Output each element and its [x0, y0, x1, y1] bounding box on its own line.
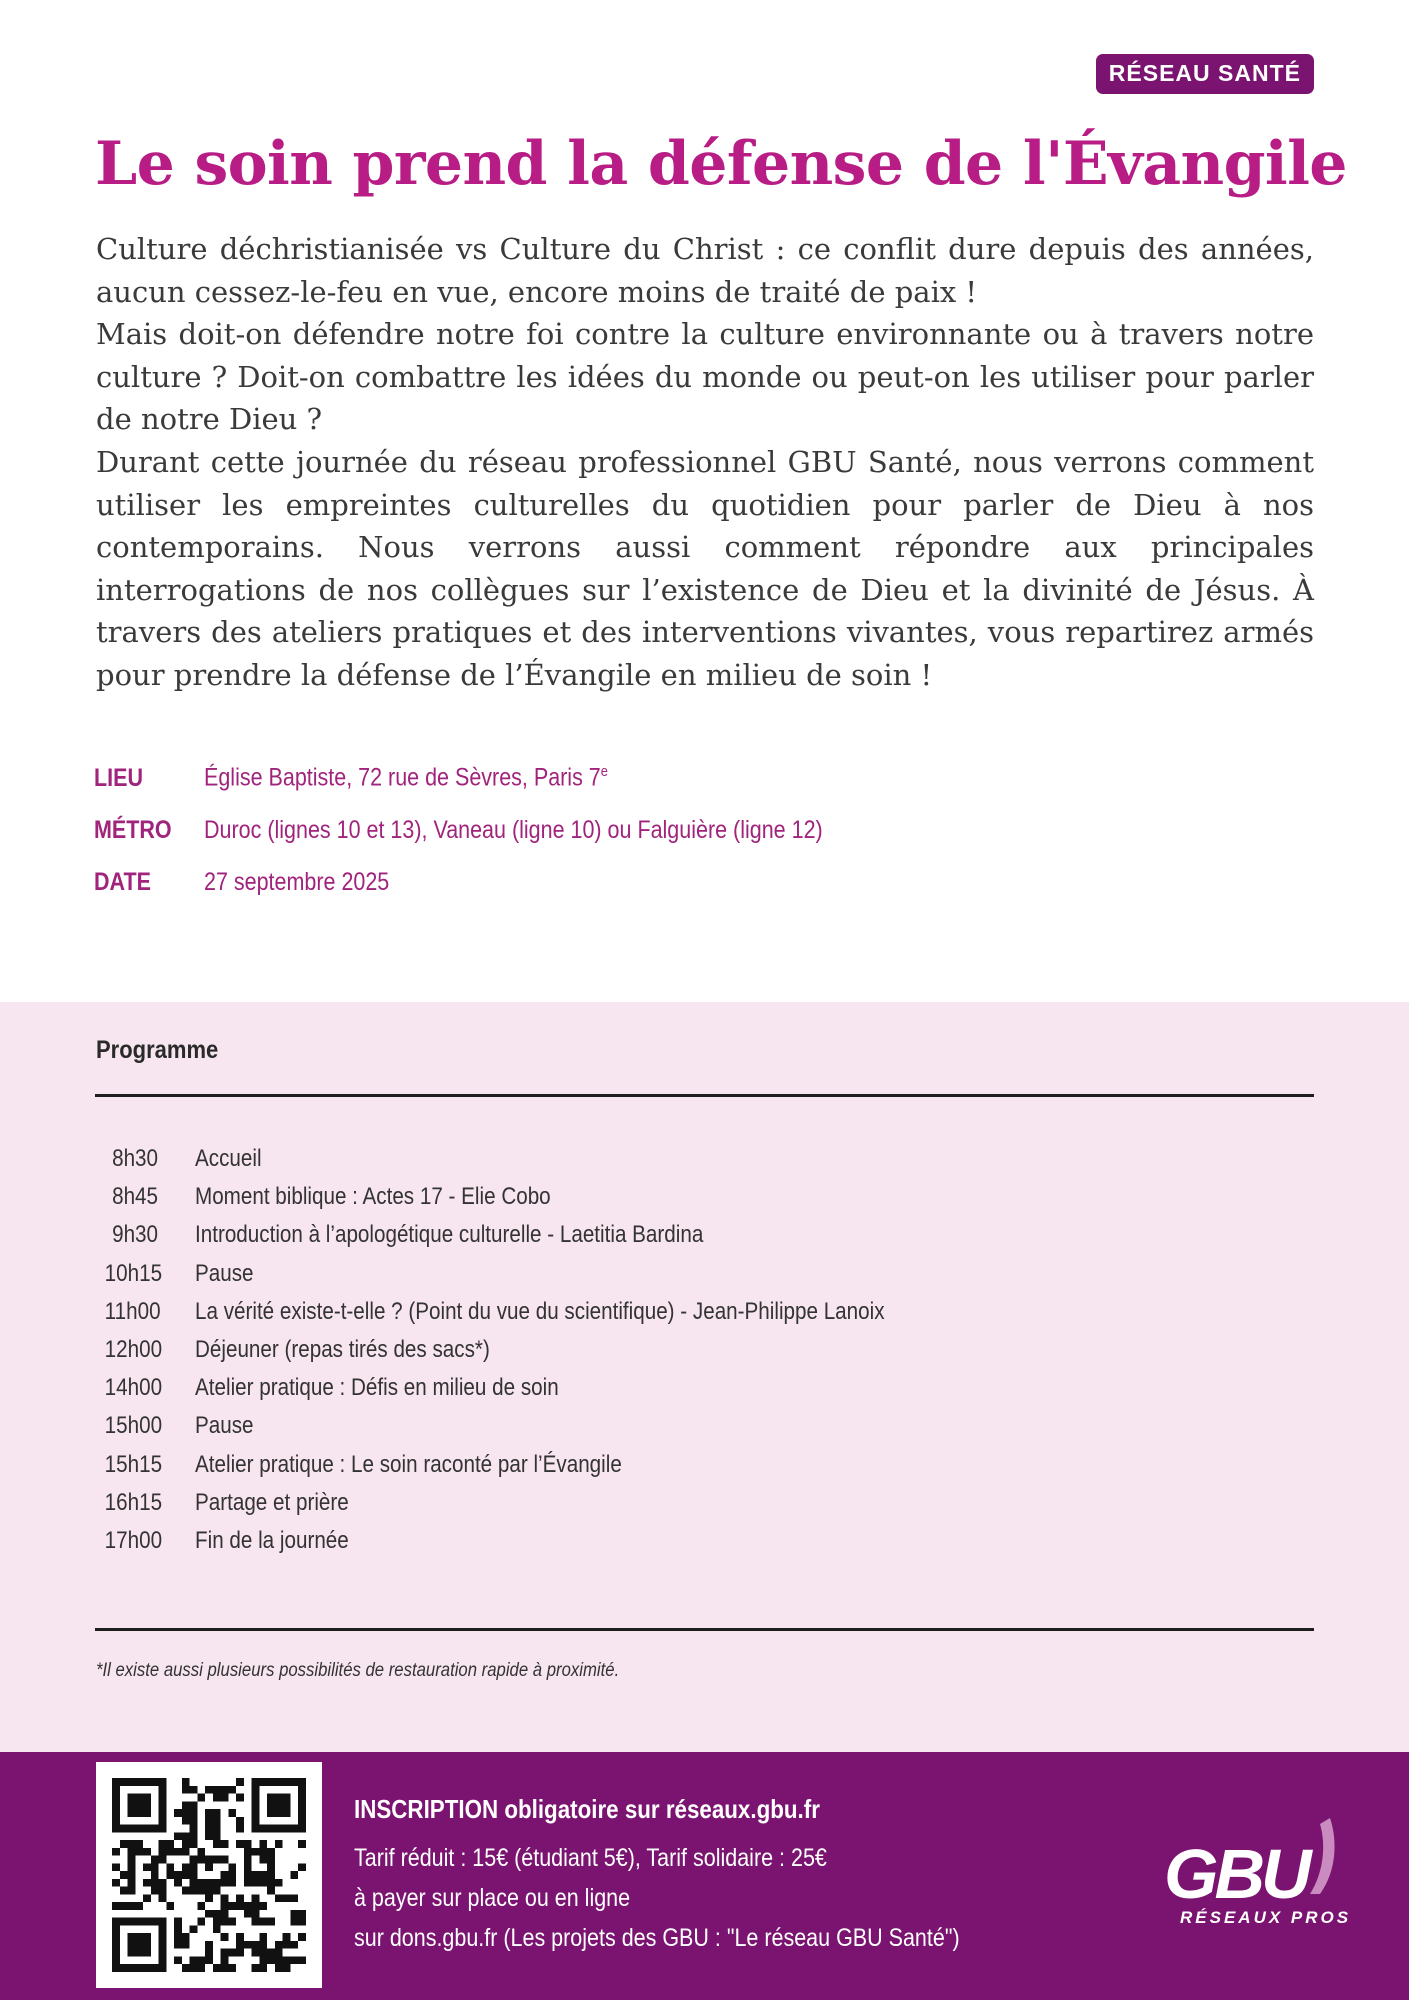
programme-title: Programme: [96, 1036, 219, 1064]
schedule-row: [96, 1255, 1296, 1293]
intro-paragraph-3: Durant cette journée du réseau professionnel GBU Santé, nous verrons comment utiliser les empreintes culturelles du quotidien pour parler de Dieu à nos contemporains. Nous verrons aussi comment répondre aux principales interrogations de nos collègues sur l’existence de Dieu et la divinité de Jésus. À travers des ateliers pratiques et des interventions vivantes, vous repartirez armés pour prendre la défense de l’Évangile en milieu de soin !: [96, 444, 1314, 692]
schedule-row: [96, 1407, 1296, 1445]
schedule-row: [96, 1522, 1296, 1560]
schedule-label: Déjeuner (repas tirés des sacs*): [195, 1336, 490, 1364]
schedule-label: Introduction à l’apologétique culturelle - Laetitia Bardina: [195, 1221, 704, 1249]
schedule-time: 14h00: [104, 1374, 163, 1402]
schedule-row: [96, 1140, 1296, 1178]
date-value: 27 septembre 2025: [204, 867, 390, 896]
schedule-row: [96, 1216, 1296, 1254]
programme-schedule: [96, 1140, 1296, 1560]
programme-bottom-divider: [95, 1628, 1314, 1631]
intro-text: [96, 228, 1314, 697]
qr-code[interactable]: [96, 1762, 322, 1988]
schedule-label: Pause: [195, 1259, 254, 1287]
schedule-time: 15h00: [104, 1412, 163, 1440]
metro-label: MÉTRO: [94, 815, 172, 844]
lieu-label: LIEU: [94, 763, 143, 792]
programme-footnote: *Il existe aussi plusieurs possibilités de restauration rapide à proximité.: [96, 1660, 620, 1681]
qr-code-icon: [112, 1778, 306, 1972]
schedule-time: 17h00: [104, 1526, 163, 1554]
intro-paragraph-1: Culture déchristianisée vs Culture du Christ : ce conflit dure depuis des années, aucun cessez-le-feu en vue, encore moins de traité de paix !: [96, 232, 1314, 309]
schedule-label: Partage et prière: [195, 1488, 349, 1516]
schedule-time: 16h15: [104, 1488, 163, 1516]
schedule-row: [96, 1178, 1296, 1216]
date-label: DATE: [94, 867, 151, 896]
inscription-heading: INSCRIPTION obligatoire sur réseaux.gbu.fr: [354, 1794, 820, 1824]
schedule-time: 12h00: [104, 1336, 163, 1364]
schedule-label: Pause: [195, 1412, 254, 1440]
info-row-lieu: [94, 758, 674, 798]
schedule-row: [96, 1446, 1296, 1484]
lieu-superscript: e: [600, 763, 608, 781]
reseau-sante-badge: RÉSEAU SANTÉ: [1096, 54, 1314, 94]
schedule-time: 8h45: [112, 1183, 158, 1211]
metro-value: Duroc (lignes 10 et 13), Vaneau (ligne 10) ou Falguière (ligne 12): [204, 815, 823, 844]
schedule-label: Moment biblique : Actes 17 - Elie Cobo: [195, 1183, 551, 1211]
schedule-label: La vérité existe-t-elle ? (Point du vue du scientifique) - Jean-Philippe Lanoix: [195, 1297, 885, 1325]
schedule-label: Atelier pratique : Défis en milieu de soin: [195, 1374, 559, 1402]
schedule-row: [96, 1293, 1296, 1331]
lieu-value: Église Baptiste, 72 rue de Sèvres, Paris 7e: [204, 763, 608, 792]
schedule-time: 10h15: [104, 1259, 163, 1287]
programme-top-divider: [95, 1094, 1314, 1097]
schedule-row: [96, 1331, 1296, 1369]
schedule-row: [96, 1484, 1296, 1522]
donation-line: sur dons.gbu.fr (Les projets des GBU : "Le réseau GBU Santé"): [354, 1924, 960, 1952]
schedule-label: Atelier pratique : Le soin raconté par l’Évangile: [195, 1450, 622, 1478]
schedule-row: [96, 1369, 1296, 1407]
gbu-logo-subtitle: RÉSEAUX PROS: [1180, 1908, 1352, 1927]
gbu-logo-text: GBU: [1164, 1835, 1308, 1913]
intro-paragraph-2: Mais doit-on défendre notre foi contre la culture environnante ou à travers notre culture ? Doit-on combattre les idées du monde ou peut-on les utiliser pour parler de notre Dieu ?: [96, 317, 1314, 437]
schedule-time: 11h00: [104, 1297, 161, 1325]
tarif-line: Tarif réduit : 15€ (étudiant 5€), Tarif solidaire : 25€: [354, 1844, 827, 1872]
schedule-time: 9h30: [112, 1221, 158, 1249]
info-row-metro: [94, 810, 923, 850]
schedule-label: Fin de la journée: [195, 1526, 349, 1554]
schedule-time: 8h30: [112, 1145, 158, 1173]
schedule-label: Accueil: [195, 1145, 262, 1173]
info-row-date: [94, 862, 419, 902]
payment-line: à payer sur place ou en ligne: [354, 1884, 631, 1912]
page-title: Le soin prend la défense de l'Évangile: [95, 129, 1347, 199]
schedule-time: 15h15: [104, 1450, 163, 1478]
